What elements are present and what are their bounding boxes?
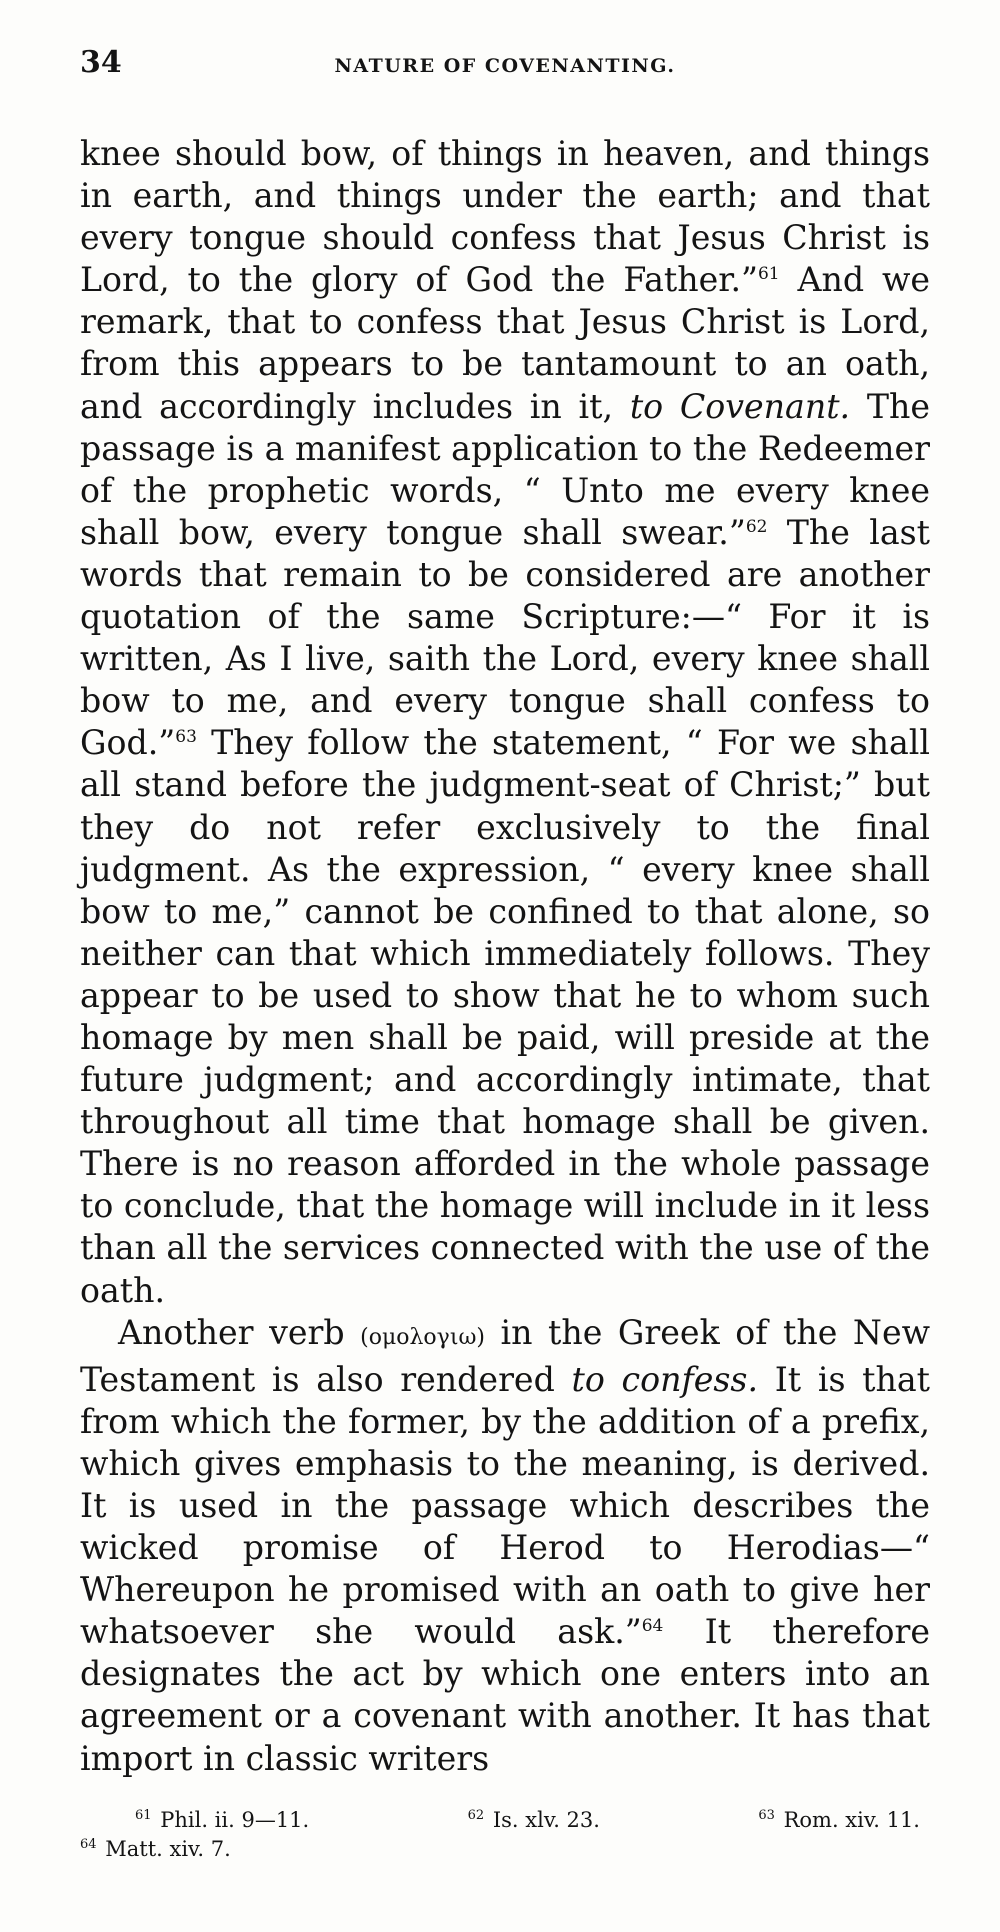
running-title: NATURE OF COVENANTING. xyxy=(334,55,676,77)
emphasis-to-covenant: to Covenant. xyxy=(629,386,851,426)
paragraph-1-text-b: And we remark, that to confess that Jesus Christ is Lord, from this appears to be tantamount to an oath, and accordingly includes in it, xyxy=(80,260,931,426)
footnote-text: Matt. xiv. 7. xyxy=(105,1836,231,1861)
footnote-number: 62 xyxy=(467,1807,485,1823)
footnote-ref-61: 61 xyxy=(757,264,780,285)
paragraph-1-text-c: The passage is a manifest application to the Redeemer of the prophetic words, “ Unto me every knee shall bow, every tongue shall swear.” xyxy=(80,386,931,552)
book-page xyxy=(80,45,930,1864)
footnote-text: Is. xlv. 23. xyxy=(492,1807,600,1832)
page-number: 34 xyxy=(80,45,122,80)
footnote-ref-63: 63 xyxy=(175,727,197,748)
footnote-number: 63 xyxy=(758,1807,775,1823)
paragraph-2-text-b: in the Greek of the New Testament is also rendered xyxy=(80,1312,930,1399)
footnote-row xyxy=(80,1806,930,1835)
paragraph-1-text-d: The last words that remain to be considered are another quotation of the same Scripture:—“ For it is written, As I live, saith the Lord, every knee shall bow to me, and every tongue shall confess to God.” xyxy=(80,512,930,763)
footnote-number: 64 xyxy=(80,1836,97,1852)
footnote-text: Rom. xiv. 11. xyxy=(783,1807,920,1832)
footnote-number: 61 xyxy=(135,1807,152,1823)
emphasis-to-confess: to confess. xyxy=(571,1359,758,1399)
footnote-64 xyxy=(80,1835,231,1864)
paragraph-2-text-d: It therefore designates the act by which one enters into an agreement or a covenant with another. It has that import in classic writers xyxy=(80,1612,930,1778)
footnote-61 xyxy=(135,1806,309,1835)
footnote-text: Phil. ii. 9—11. xyxy=(160,1807,310,1832)
footnote-63 xyxy=(758,1806,920,1835)
footnotes xyxy=(80,1806,930,1864)
paragraph-1-text-e: They follow the statement, “ For we shall all stand before the judgment-seat of Christ;” but they do not refer exclusively to the final judgment. As the expression, “ every knee shall bow to me,” cannot be confined to that alone, so neither can that which immediately follows. They appear to be used to show that he to whom such homage by men shall be paid, will preside at the future judgment; and accordingly intimate, that throughout all time that homage shall be given. There is no reason afforded in the whole passage to conclude, that the homage will include in it less than all the services connected with the use of the oath. xyxy=(80,723,930,1310)
paragraph-1-text-a: knee should bow, of things in heaven, and things in earth, and things under the earth; and that every tongue should confess that Jesus Christ is Lord, to the glory of God the Father.” xyxy=(80,134,930,300)
paragraph-1 xyxy=(80,133,930,1312)
footnote-ref-64: 64 xyxy=(641,1616,664,1637)
paragraph-2-text-a: Another verb xyxy=(118,1312,361,1352)
footnote-62 xyxy=(468,1806,600,1835)
paragraph-2-text-c: It is that from which the former, by the addition of a prefix, which gives emphasis to the meaning, is derived. It is used in the passage which describes the wicked promise of Herod to Herodias—“ Whereupon he promised with an oath to give her whatsoever she would ask.” xyxy=(80,1359,930,1652)
greek-word: (ομολογιω) xyxy=(360,1324,485,1350)
paragraph-2 xyxy=(80,1312,930,1780)
footnote-row xyxy=(80,1835,930,1864)
body-text xyxy=(80,133,930,1780)
running-head xyxy=(80,45,930,95)
footnote-ref-62: 62 xyxy=(745,516,768,537)
